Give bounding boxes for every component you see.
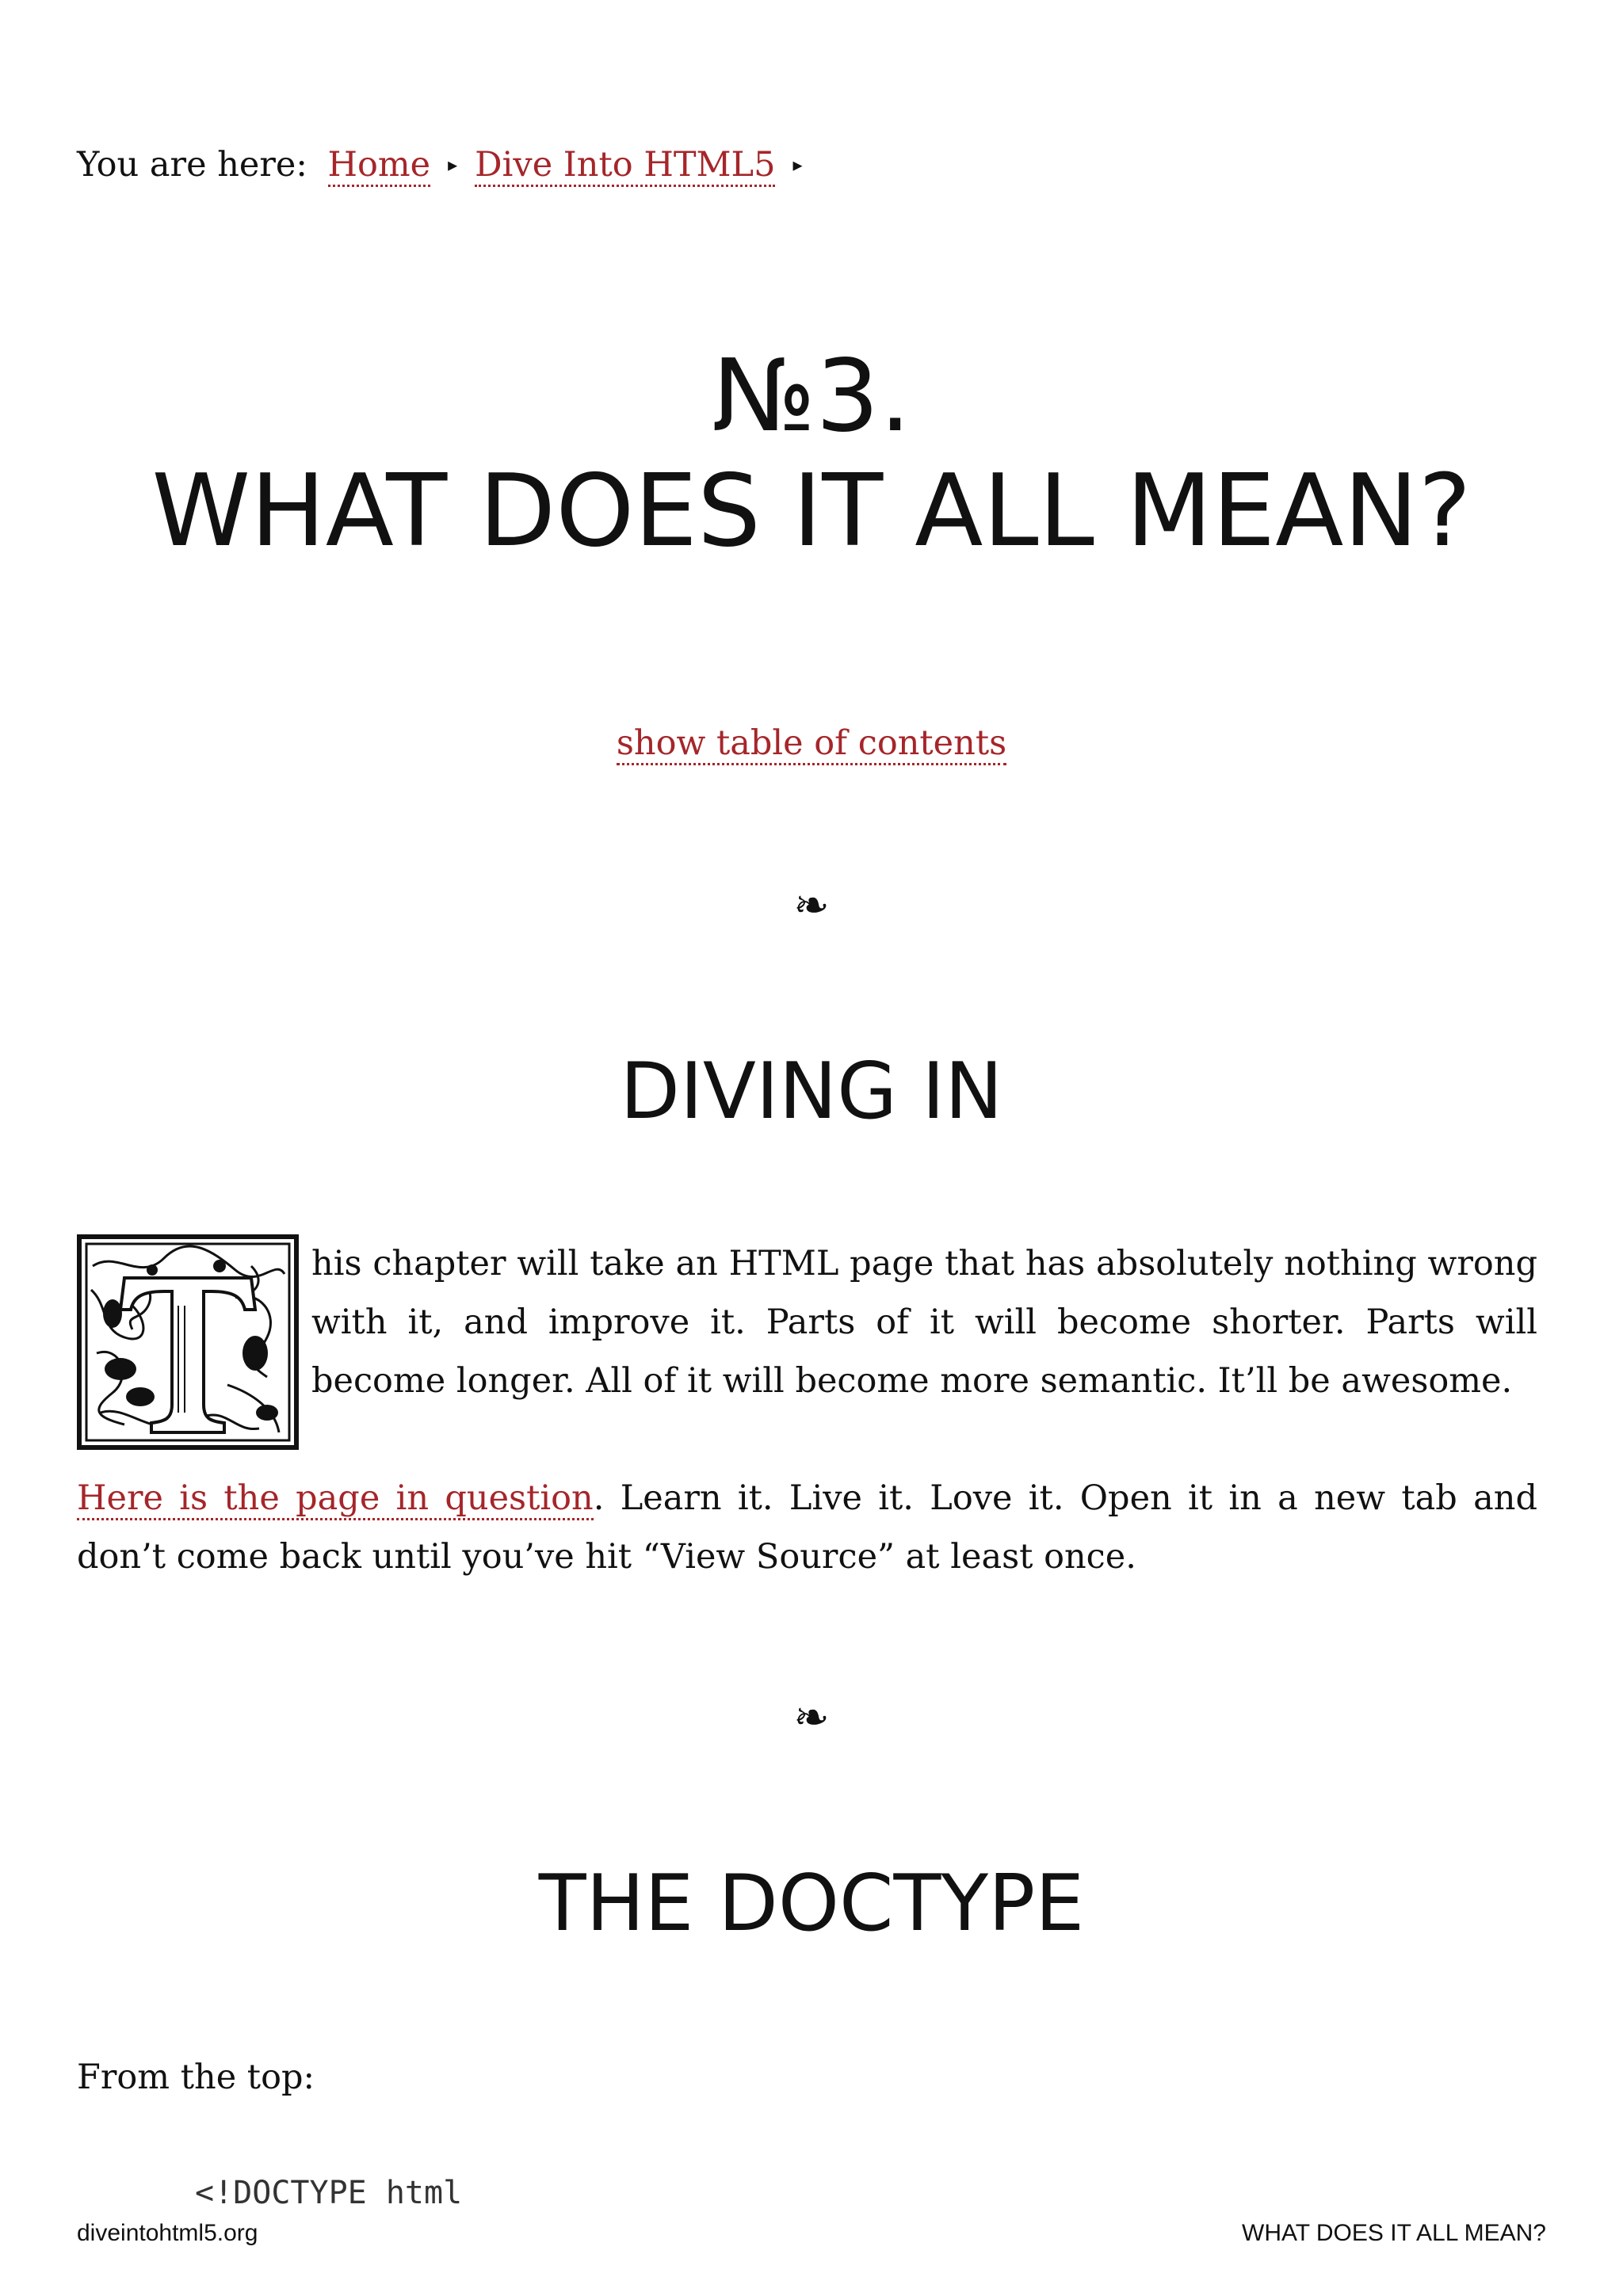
footer-site-name: diveintohtml5.org: [77, 2220, 258, 2246]
breadcrumb: [77, 141, 820, 189]
paragraph-intro: his chapter will take an HTML page that has absolutely nothing wrong with it, and improve it. Parts of it will become shorter. Parts will become longer. All of it will become more semantic. It’ll be awesome.: [311, 1244, 1537, 1401]
paragraph-from-the-top: From the top:: [77, 2058, 315, 2097]
breadcrumb-prefix: You are here:: [77, 145, 307, 185]
paragraph-page-in-question-text: . Learn it. Live it. Love it. Open it in a new tab and don’t come back until you’ve hit “View Source” at least once.: [77, 1478, 1537, 1577]
show-toc-link[interactable]: show table of contents: [617, 723, 1006, 765]
fleuron-divider-icon: ❧: [793, 880, 830, 930]
page-in-question-link[interactable]: Here is the page in question: [77, 1478, 594, 1520]
section-heading-doctype: THE DOCTYPE: [538, 1859, 1085, 1949]
toc-toggle: [0, 719, 1623, 767]
footer-page-title: WHAT DOES IT ALL MEAN?: [1242, 2220, 1546, 2246]
paragraph-page-in-question: [77, 1469, 1537, 1586]
breadcrumb-separator-icon: ▸: [792, 154, 803, 176]
breadcrumb-home-link[interactable]: Home: [328, 145, 431, 187]
section-heading-diving-in: DIVING IN: [620, 1047, 1003, 1137]
chapter-heading: [0, 338, 1623, 570]
dropcap-illustration: [77, 1234, 299, 1450]
fleuron-divider-icon: ❧: [793, 1692, 830, 1742]
chapter-title: WHAT DOES IT ALL MEAN?: [151, 452, 1472, 569]
breadcrumb-separator-icon: ▸: [448, 154, 458, 176]
dropcap-t-woodcut-icon: [77, 1234, 299, 1450]
chapter-number: №3.: [712, 338, 911, 454]
code-block: <!DOCTYPE html: [195, 2175, 463, 2211]
breadcrumb-dive-into-html5-link[interactable]: Dive Into HTML5: [475, 145, 775, 187]
